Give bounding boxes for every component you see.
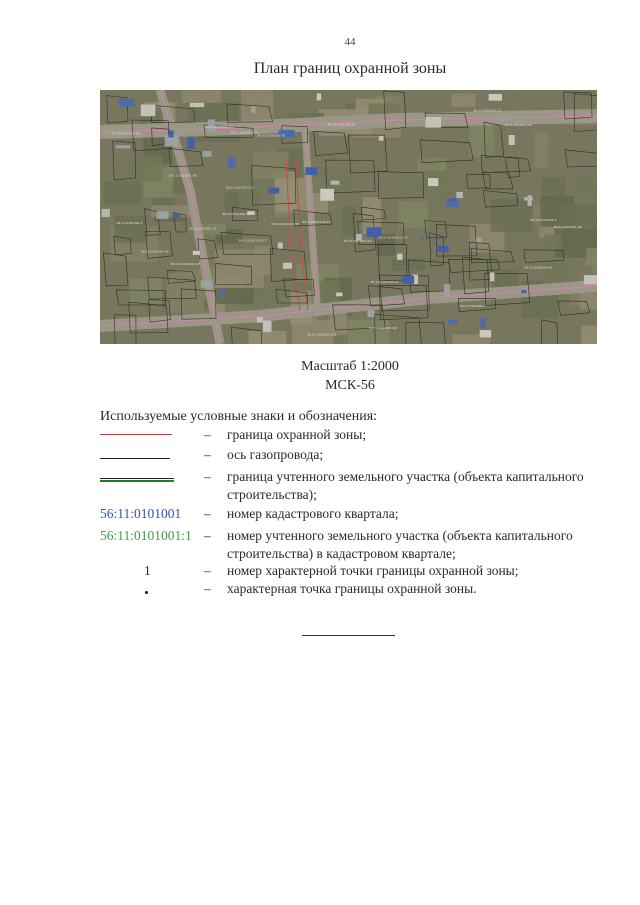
legend-symbol-red-line — [100, 426, 200, 444]
legend-dash: – — [204, 506, 211, 521]
legend-dash: – — [204, 469, 211, 484]
legend-item-parcel-boundary — [100, 468, 590, 504]
legend-dash: – — [204, 581, 211, 596]
legend-symbol-green-line — [100, 468, 200, 486]
legend-symbol-number: 1 — [144, 563, 151, 578]
scale-block — [0, 357, 640, 395]
satellite-map[interactable] — [100, 90, 597, 344]
page-number: 44 — [344, 36, 356, 48]
legend-description: граница охранной зоны; — [227, 427, 367, 442]
legend-symbol-black-line — [100, 446, 200, 464]
legend-item-parcel-number — [100, 527, 590, 563]
footer-divider — [302, 635, 395, 636]
legend-description: номер учтенного земельного участка (объекта капитального строительства) в кадастровом квартале; — [227, 528, 573, 561]
coordinate-system: МСК-56 — [325, 378, 375, 393]
legend-description: граница учтенного земельного участка (объекта капитального строительства); — [227, 469, 584, 502]
legend-symbol-blue-text: 56:11:0101001 — [100, 506, 182, 521]
legend-dash: – — [204, 528, 211, 543]
legend-symbol-green-text: 56:11:0101001:1 — [100, 528, 192, 543]
legend-description: номер кадастрового квартала; — [227, 506, 399, 521]
legend-dash: – — [204, 447, 211, 462]
legend-symbol-dot — [100, 580, 200, 598]
legend-description: ось газопровода; — [227, 447, 324, 462]
legend-dash: – — [204, 427, 211, 442]
page-title: План границ охранной зоны — [253, 60, 447, 77]
legend-description: номер характерной точки границы охранной зоны; — [227, 563, 519, 578]
legend-dash: – — [204, 563, 211, 578]
scale-ratio: Масштаб 1:2000 — [301, 359, 399, 374]
legend-heading: Используемые условные знаки и обозначения: — [100, 409, 378, 424]
map-texture — [100, 90, 597, 344]
legend-description: характерная точка границы охранной зоны. — [227, 581, 477, 596]
map-canvas — [100, 90, 597, 344]
